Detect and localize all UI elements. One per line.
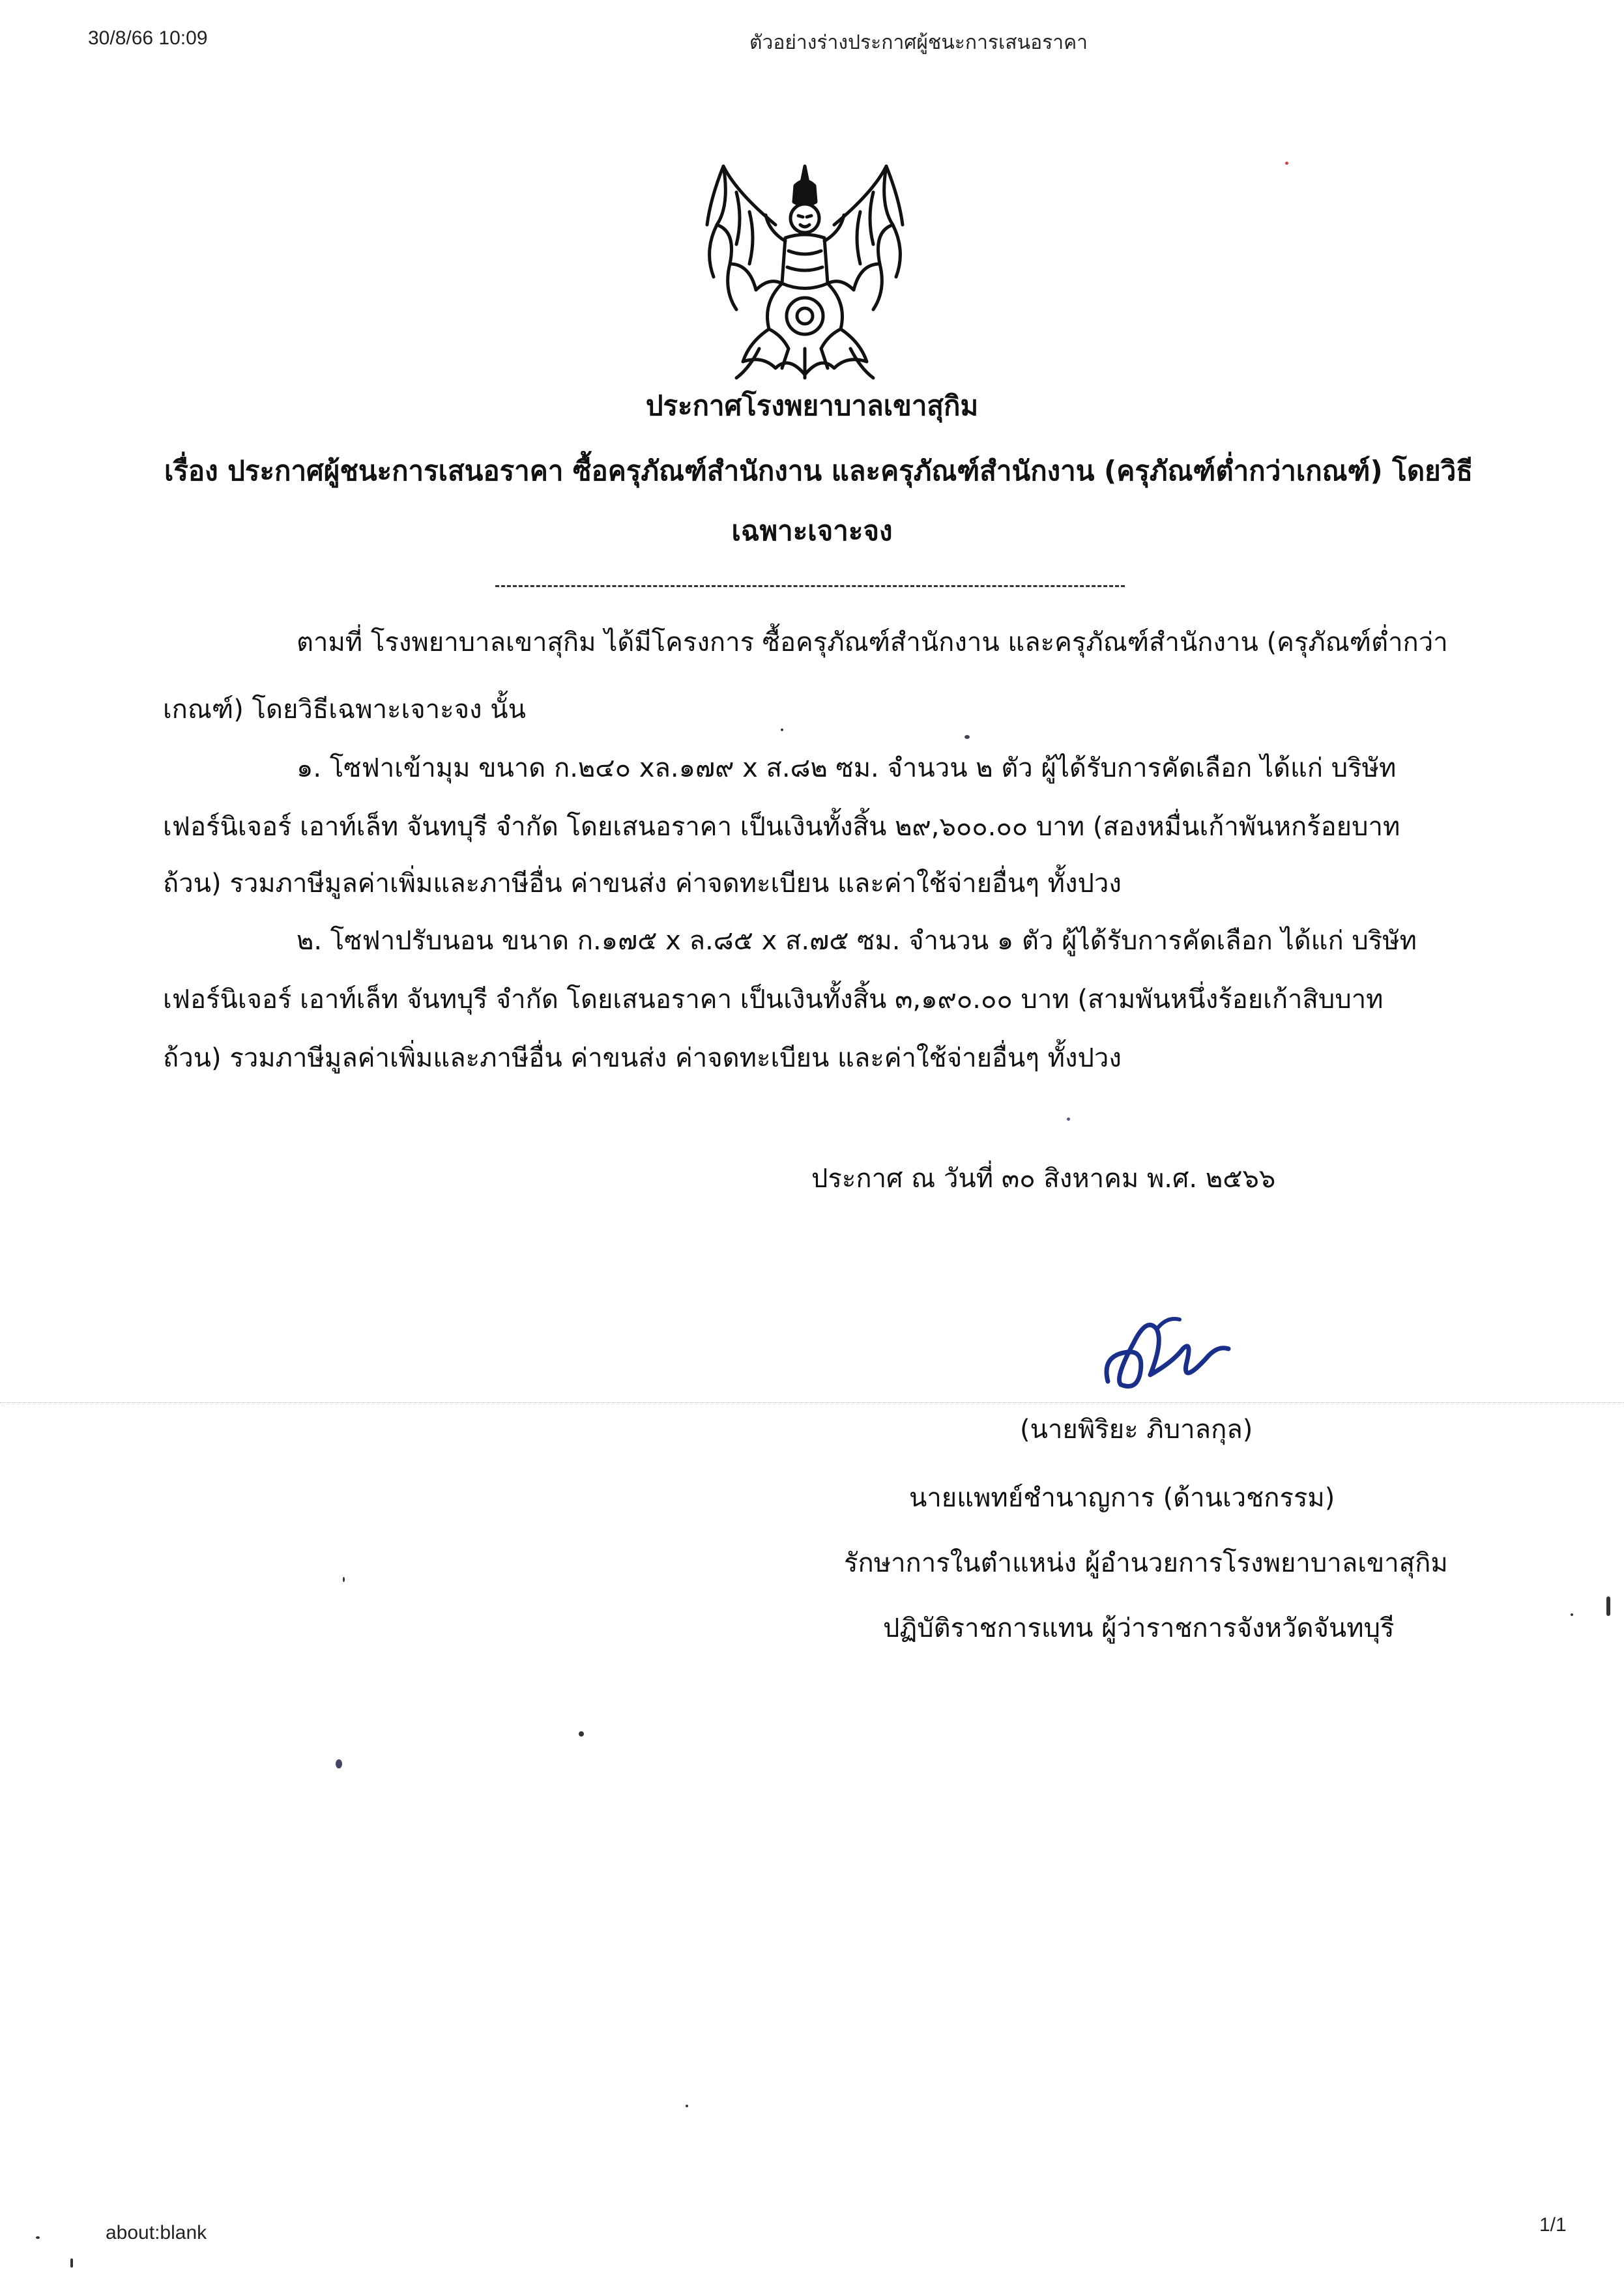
item-1-line3: ถ้วน) รวมภาษีมูลค่าเพิ่มและภาษีอื่น ค่าขนส่ง ค่าจดทะเบียน และค่าใช้จ่ายอื่นๆ ทั้งปวง: [163, 869, 1122, 899]
signer-acting: รักษาการในตำแหน่ง ผู้อำนวยการโรงพยาบาลเขาสุกิม: [844, 1548, 1448, 1578]
document-heading: ประกาศโรงพยาบาลเขาสุกิม: [645, 390, 979, 422]
scan-artifact-line: [0, 1402, 1624, 1403]
print-timestamp: 30/8/66 10:09: [88, 27, 208, 49]
scan-speck: [1606, 1596, 1610, 1616]
garuda-emblem: [697, 153, 912, 388]
scan-speck: [36, 2236, 40, 2239]
scan-speck: [1571, 1613, 1573, 1616]
item-1-line2: เฟอร์นิเจอร์ เอาท์เล็ท จันทบุรี จำกัด โดยเสนอราคา เป็นเงินทั้งสิ้น ๒๙,๖๐๐.๐๐ บาท (สองหมื่นเก้าพันหกร้อยบาท: [163, 812, 1400, 842]
heading-separator: [495, 585, 1125, 587]
document-subject-line2: เฉพาะเจาะจง: [731, 515, 893, 547]
scan-speck: [964, 735, 970, 739]
scan-speck: [781, 728, 783, 731]
scan-speck: [343, 1577, 345, 1582]
print-page-count: 1/1: [1539, 2214, 1567, 2236]
signer-position: นายแพทย์ชำนาญการ (ด้านเวชกรรม): [909, 1483, 1335, 1513]
item-2-line1: ๒. โซฟาปรับนอน ขนาด ก.๑๗๕ x ล.๘๕ x ส.๗๕ ซม. จำนวน ๑ ตัว ผู้ได้รับการคัดเลือก ได้แก่ บริษัท: [297, 926, 1417, 956]
item-2-line2: เฟอร์นิเจอร์ เอาท์เล็ท จันทบุรี จำกัด โดยเสนอราคา เป็นเงินทั้งสิ้น ๓,๑๙๐.๐๐ บาท (สามพันหนึ่งร้อยเก้าสิบบาท: [163, 985, 1384, 1015]
scan-speck: [1285, 162, 1288, 165]
announce-date: ประกาศ ณ วันที่ ๓๐ สิงหาคม พ.ศ. ๒๕๖๖: [811, 1164, 1276, 1194]
handwritten-signature: [1095, 1303, 1238, 1401]
scan-speck: [336, 1759, 342, 1768]
signer-on-behalf: ปฏิบัติราชการแทน ผู้ว่าราชการจังหวัดจันทบุรี: [883, 1613, 1395, 1643]
scan-speck: [70, 2258, 73, 2268]
print-page-title: ตัวอย่างร่างประกาศผู้ชนะการเสนอราคา: [749, 32, 1088, 53]
print-url: about:blank: [106, 2222, 207, 2243]
item-1-line1: ๑. โซฟาเข้ามุม ขนาด ก.๒๔๐ xล.๑๗๙ x ส.๘๒ ซม. จำนวน ๒ ตัว ผู้ได้รับการคัดเลือก ได้แก่ บริษัท: [297, 753, 1397, 783]
scan-speck: [1067, 1117, 1070, 1121]
item-2-line3: ถ้วน) รวมภาษีมูลค่าเพิ่มและภาษีอื่น ค่าขนส่ง ค่าจดทะเบียน และค่าใช้จ่ายอื่นๆ ทั้งปวง: [163, 1043, 1122, 1073]
intro-line1: ตามที่ โรงพยาบาลเขาสุกิม ได้มีโครงการ ซื้อครุภัณฑ์สำนักงาน และครุภัณฑ์สำนักงาน (ครุภัณฑ์ต่ำกว่า: [297, 627, 1448, 657]
scan-speck: [686, 2105, 688, 2107]
signer-name: (นายพิริยะ ภิบาลกุล): [1020, 1415, 1253, 1445]
document-subject-line1: เรื่อง ประกาศผู้ชนะการเสนอราคา ซื้อครุภัณฑ์สำนักงาน และครุภัณฑ์สำนักงาน (ครุภัณฑ์ต่ำกว่าเกณฑ์) โดยวิธี: [164, 455, 1473, 487]
intro-line2: เกณฑ์) โดยวิธีเฉพาะเจาะจง นั้น: [163, 695, 526, 725]
scan-speck: [579, 1731, 584, 1737]
